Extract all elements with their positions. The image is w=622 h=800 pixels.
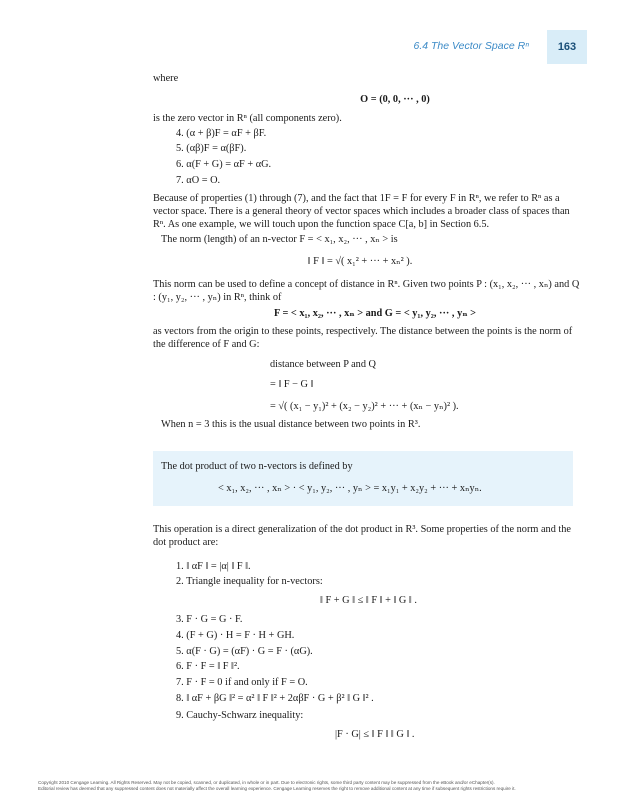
copyright-line-1: Copyright 2010 Cengage Learning. All Rights Reserved. May not be copied, scanned, or duplicated, in whole or in part. Due to electronic rights, some third party content may be suppressed from the eBook and/or eChapter(s). [38,780,495,785]
distance-line-1: distance between P and Q [270,359,376,370]
n3-note: When n = 3 this is the usual distance between two points in R³. [161,419,421,430]
distance-paragraph: as vectors from the origin to these points, respectively. The distance between the points is the norm of the difference of F and G: [153,326,573,351]
norm-intro: The norm (length) of an n-vector F = < x₁, x₂, ··· , xₙ > is [161,234,398,245]
norm-property-1: 1. ‖ αF ‖ = |α| ‖ F ‖. [176,561,251,572]
property-5: 5. (αβ)F = α(βF). [176,143,247,154]
norm-property-4: 4. (F + G) · H = F · H + GH. [176,630,295,641]
copyright-line-2: Editorial review has deemed that any suppressed content does not materially affect the overall learning experience. Cengage Learning reserves the right to remove additional content at any time if subsequent rights restrictions require it. [38,786,516,791]
running-header [0,30,587,64]
property-6: 6. α(F + G) = αF + αG. [176,159,272,170]
norm-property-2: 2. Triangle inequality for n-vectors: [176,576,323,587]
zero-vector-description: is the zero vector in Rⁿ (all components zero). [153,113,342,124]
norm-property-8: 8. ‖ αF + βG ‖² = α² ‖ F ‖² + 2αβF · G + β² ‖ G ‖² . [176,693,374,704]
distance-line-3: = √( (x₁ − y₁)² + (x₂ − y₂)² + ··· + (xₙ − yₙ)² ). [270,401,459,412]
where-text: where [153,73,179,84]
property-7: 7. αO = O. [176,175,221,186]
page-number: 163 [547,30,587,64]
dot-product-intro: The dot product of two n-vectors is defined by [161,461,353,472]
norm-formula: ‖ F ‖ = √( x₁² + ··· + xₙ² ). [307,256,413,267]
norm-property-6: 6. F · F = ‖ F ‖². [176,661,240,672]
property-4: 4. (α + β)F = αF + βF. [176,128,267,139]
norm-property-3: 3. F · G = G · F. [176,614,243,625]
triangle-inequality: ‖ F + G ‖ ≤ ‖ F ‖ + ‖ G ‖ . [320,595,417,606]
zero-vector-equation: O = (0, 0, ··· , 0) [360,94,430,105]
distance-intro-paragraph: This norm can be used to define a concept of distance in Rⁿ. Given two points P : (x₁, x₂, ··· , xₙ) and Q : (y₁, y₂, ··· , yₙ) in Rⁿ, think of [153,279,580,304]
dot-product-formula: < x₁, x₂, ··· , xₙ > · < y₁, y₂, ··· , yₙ > = x₁y₁ + x₂y₂ + ··· + xₙyₙ. [218,483,482,494]
generalization-paragraph: This operation is a direct generalization of the dot product in R³. Some properties of the norm and the dot product are: [153,524,571,549]
norm-property-7: 7. F · F = 0 if and only if F = O. [176,677,308,688]
distance-line-2: = ‖ F − G ‖ [270,379,314,390]
copyright-footer [38,780,598,792]
vectors-definition: F = < x₁, x₂, ··· , xₙ > and G = < y₁, y₂, ··· , yₙ > [273,308,477,319]
norm-property-9: 9. Cauchy-Schwarz inequality: [176,710,304,721]
vector-space-paragraph: Because of properties (1) through (7), and the fact that 1F = F for every F in Rⁿ, we refer to Rⁿ as a vector space. There is a general theory of vector spaces which includes a broader class of spaces than Rⁿ. As one example, we will touch upon the function space C[a, b] in Section 6.5. [153,193,570,231]
norm-property-5: 5. α(F · G) = (αF) · G = F · (αG). [176,646,313,657]
cauchy-schwarz-inequality: |F · G| ≤ ‖ F ‖ ‖ G ‖ . [335,729,415,740]
section-title: 6.4 The Vector Space Rⁿ [413,40,529,52]
